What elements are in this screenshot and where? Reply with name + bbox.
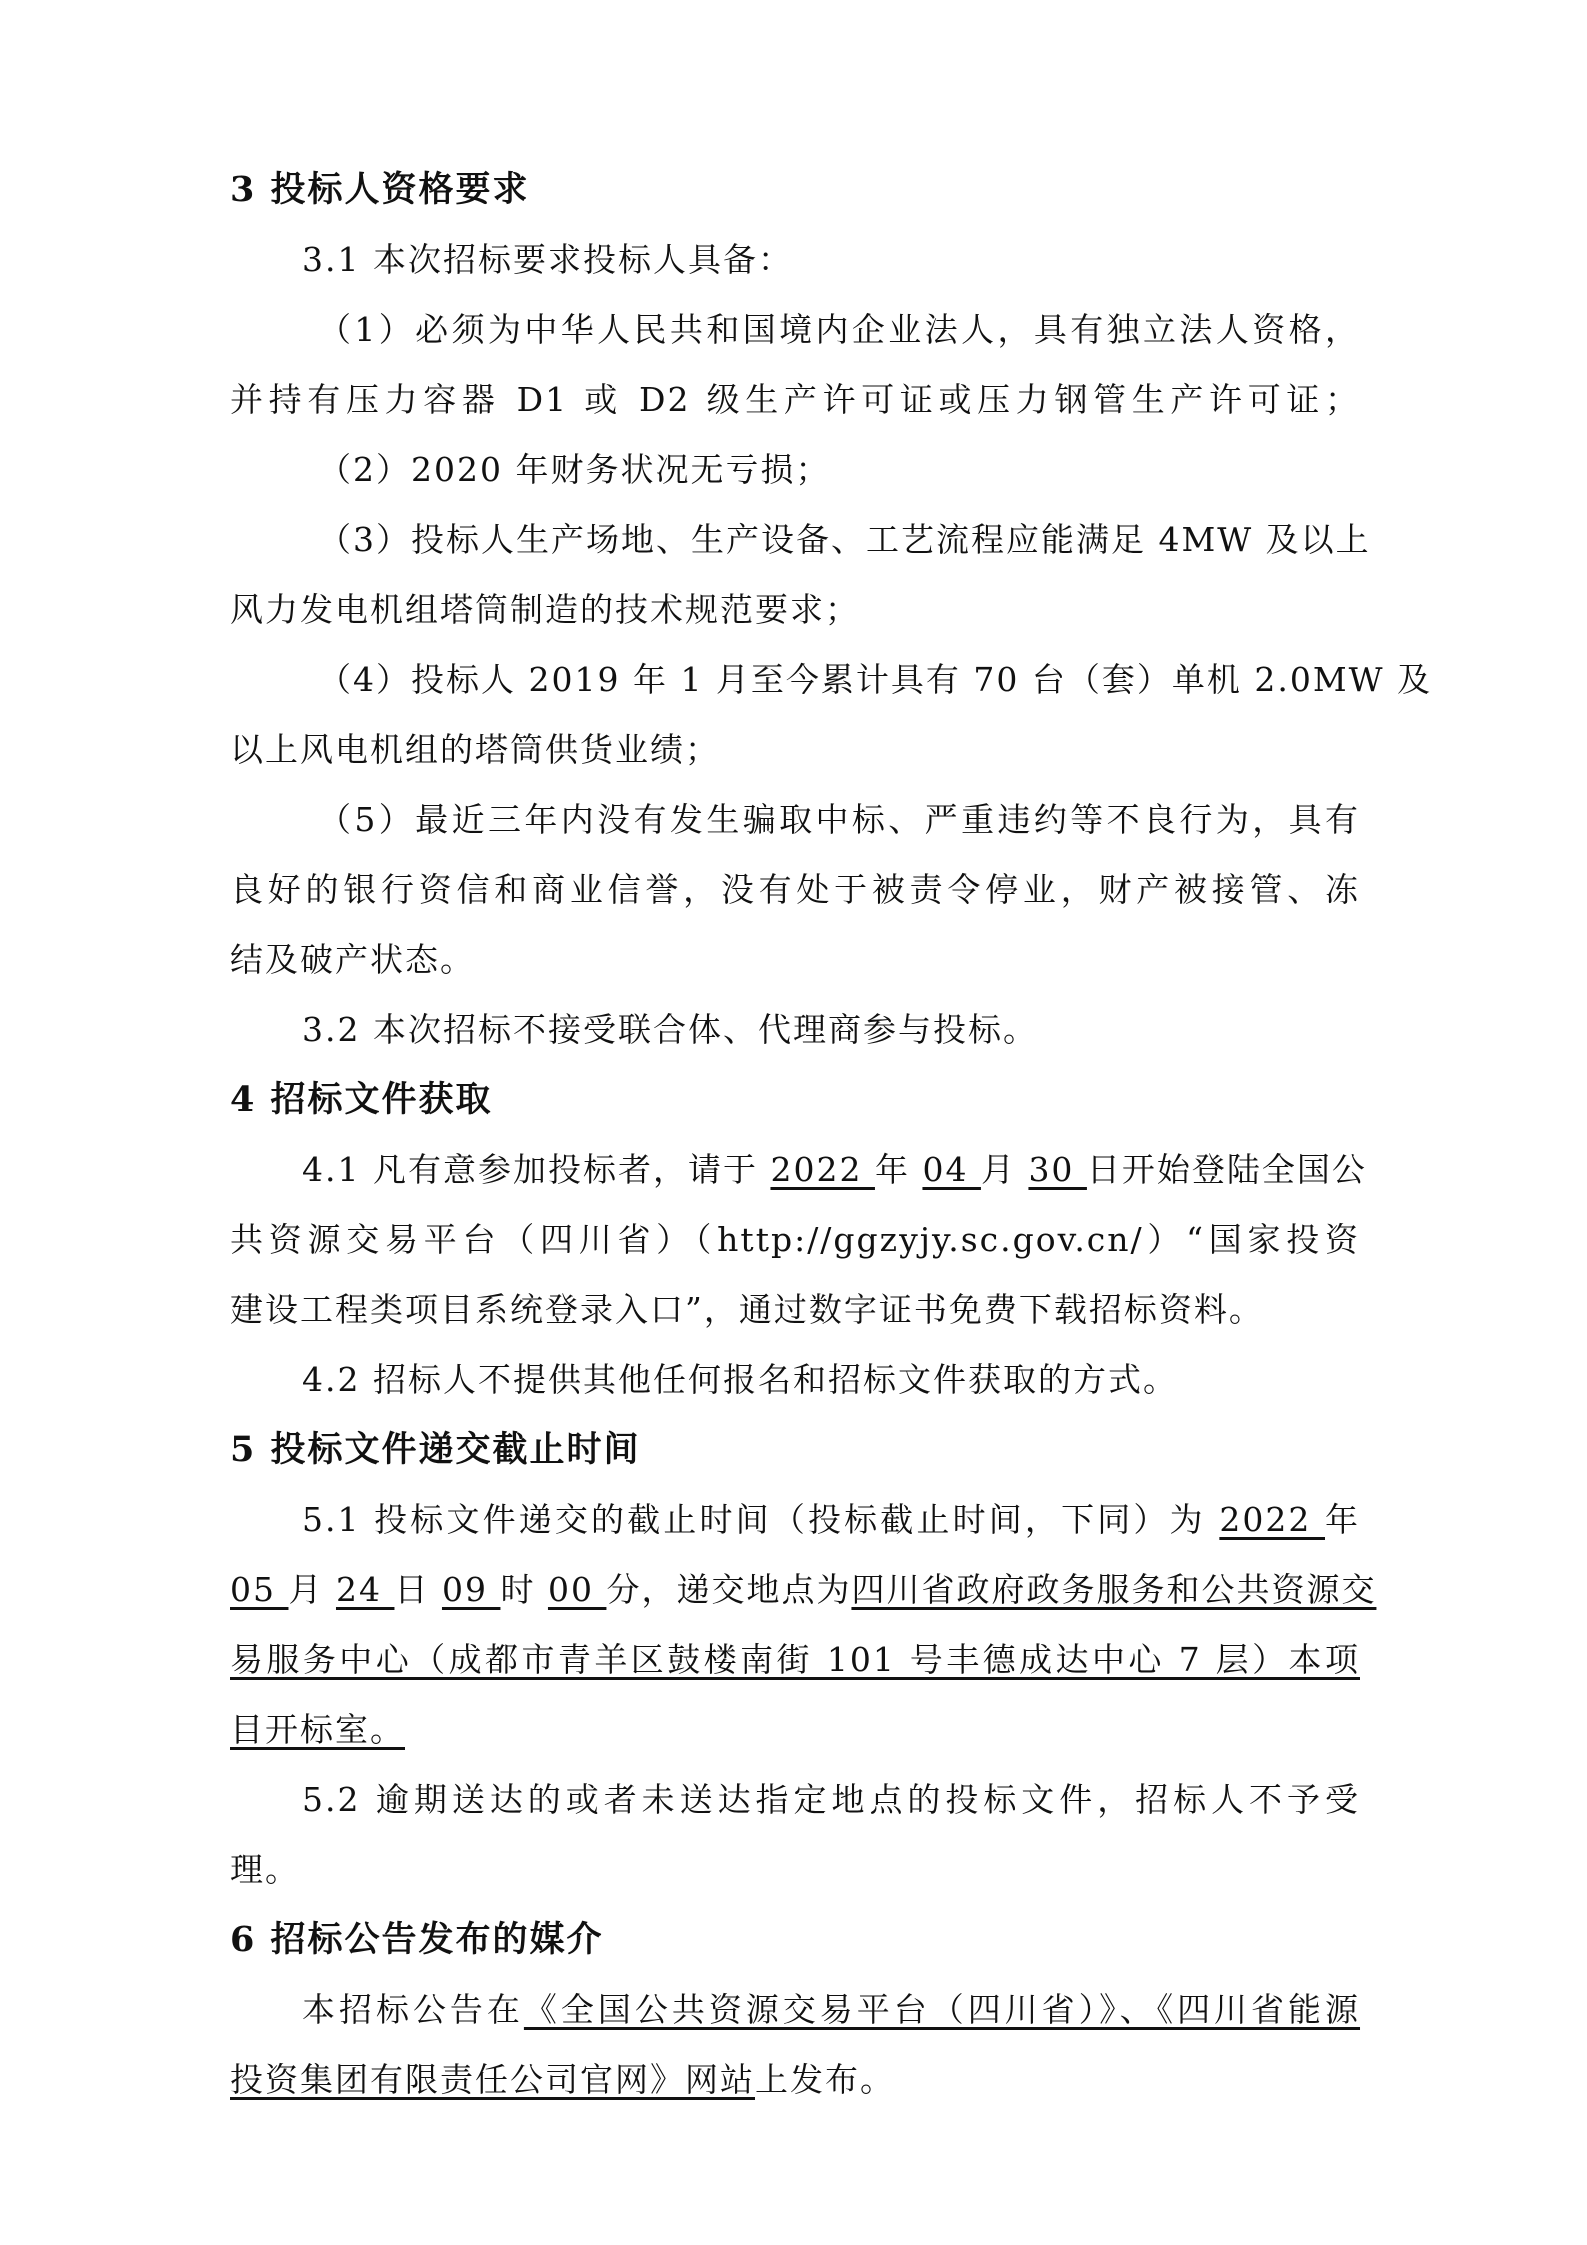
text-segment: 年 [1325, 1500, 1360, 1539]
submission-location: 目开标室。 [230, 1710, 405, 1749]
text-segment: 本招标公告在 [302, 1990, 524, 2029]
para-5-1-line-3 [230, 1625, 1360, 1695]
deadline-month: 05 [230, 1570, 289, 1609]
para-3-1: 3.1 本次招标要求投标人具备： [302, 240, 793, 279]
text-segment: 月 [980, 1150, 1029, 1189]
para-5-2-line-2: 理。 [230, 1850, 300, 1889]
deadline-year: 2022 [1219, 1500, 1325, 1539]
req-3-line-2: 风力发电机组塔筒制造的技术规范要求； [230, 590, 860, 629]
para-6-line-2 [230, 2045, 1360, 2115]
deadline-day: 24 [335, 1570, 395, 1609]
open-day: 30 [1028, 1150, 1087, 1189]
open-month: 04 [922, 1150, 981, 1189]
section-5-heading: 5 投标文件递交截止时间 [230, 1429, 641, 1470]
req-2: （2）2020 年财务状况无亏损； [318, 450, 831, 489]
section-3-heading: 3 投标人资格要求 [230, 169, 530, 210]
text-segment: 月 [288, 1570, 336, 1609]
submission-location: 易服务中心（成都市青羊区鼓楼南街 101 号丰德成达中心 7 层）本项 [230, 1640, 1360, 1679]
req-4-line-2: 以上风电机组的塔筒供货业绩； [230, 730, 720, 769]
text-segment: 4.1 凡有意参加投标者，请于 [302, 1150, 771, 1189]
submission-location: 四川省政府政务服务和公共资源交 [851, 1570, 1377, 1609]
para-4-2: 4.2 招标人不提供其他任何报名和招标文件获取的方式。 [302, 1360, 1178, 1399]
text-segment: 日 [394, 1570, 442, 1609]
deadline-minute: 00 [547, 1570, 607, 1609]
deadline-hour: 09 [441, 1570, 501, 1609]
req-4-line-1: （4）投标人 2019 年 1 月至今累计具有 70 台（套）单机 2.0MW 及 [318, 660, 1433, 699]
req-5-line-1: （5）最近三年内没有发生骗取中标、严重违约等不良行为，具有 [318, 800, 1360, 839]
publishing-media: 投资集团有限责任公司官网》网站 [230, 2060, 755, 2099]
open-year: 2022 [770, 1150, 875, 1189]
req-1-line-2: 并持有压力容器 D1 或 D2 级生产许可证或压力钢管生产许可证； [230, 380, 1360, 419]
para-4-1-line-3: 建设工程类项目系统登录入口”，通过数字证书免费下载招标资料。 [230, 1290, 1264, 1329]
text-segment: 5.1 投标文件递交的截止时间（投标截止时间，下同）为 [302, 1500, 1220, 1539]
para-5-2-line-1: 5.2 逾期送达的或者未送达指定地点的投标文件，招标人不予受 [302, 1780, 1360, 1819]
para-6-line-1 [230, 1975, 1360, 2045]
section-4-heading: 4 招标文件获取 [230, 1079, 493, 1120]
document-body [230, 155, 1433, 2115]
para-5-1-line-4 [230, 1695, 1360, 1765]
req-1-line-1: （1）必须为中华人民共和国境内企业法人，具有独立法人资格， [318, 310, 1360, 349]
req-5-line-3: 结及破产状态。 [230, 940, 475, 979]
para-3-2: 3.2 本次招标不接受联合体、代理商参与投标。 [302, 1010, 1038, 1049]
para-4-1-line-1 [230, 1135, 1367, 1205]
text-segment: 年 [874, 1150, 923, 1189]
publishing-media: 《全国公共资源交易平台（四川省）》、《四川省能源 [523, 1990, 1361, 2029]
text-segment: 日开始登陆全国公 [1086, 1150, 1367, 1189]
text-segment: 分，递交地点为 [606, 1570, 852, 1609]
section-6-heading: 6 招标公告发布的媒介 [230, 1919, 604, 1960]
para-5-1-line-2 [230, 1555, 1377, 1625]
req-5-line-2: 良好的银行资信和商业信誉，没有处于被责令停业，财产被接管、冻 [230, 870, 1360, 909]
req-3-line-1: （3）投标人生产场地、生产设备、工艺流程应能满足 4MW 及以上 [318, 520, 1371, 559]
text-segment: 时 [500, 1570, 548, 1609]
text-segment: 上发布。 [755, 2060, 895, 2099]
para-5-1-line-1 [230, 1485, 1360, 1555]
para-4-1-line-2: 共资源交易平台（四川省）（http://ggzyjy.sc.gov.cn/）“国家投资 [230, 1220, 1360, 1259]
